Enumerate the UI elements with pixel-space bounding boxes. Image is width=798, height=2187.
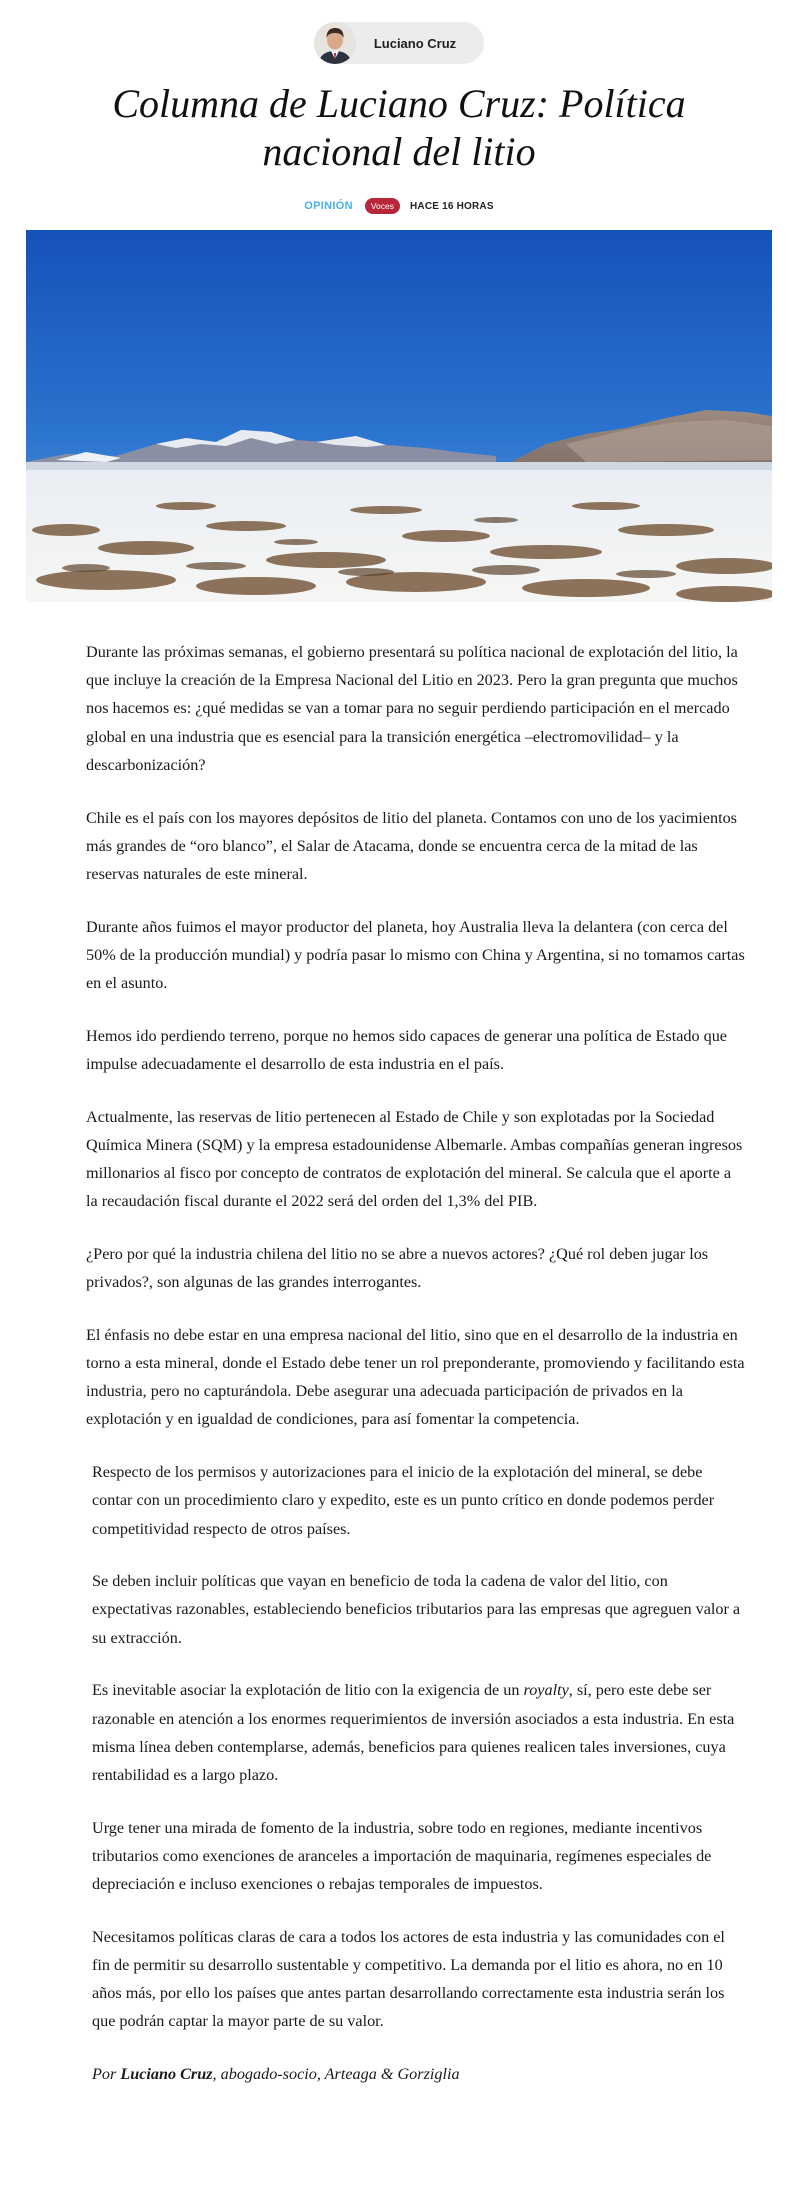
paragraph-2: Chile es el país con los mayores depósitos de litio del planeta. Contamos con uno de los yacimientos más grandes de “oro blanco”, el Salar de Atacama, donde se encuentra cerca de la mitad de las reservas naturales de este mineral. xyxy=(86,808,737,883)
signature-prefix: Por xyxy=(92,2065,121,2084)
salt-flat-landscape-image xyxy=(26,230,772,602)
page-title: Columna de Luciano Cruz: Política nacional del litio xyxy=(112,81,686,174)
article-body xyxy=(86,638,746,2088)
author-name[interactable]: Luciano Cruz xyxy=(373,35,457,51)
paragraph-12: Necesitamos políticas claras de cara a todos los actores de esta industria y las comunidades con el fin de permitir su desarrollo sustentable y competitivo. La demanda por el litio es ahora, no en 10 años más, por ello los países que antes partan desarrollando correctamente esta industria serán los que podrán captar la mayor parte de su valor. xyxy=(92,1927,725,2031)
paragraph-8: Respecto de los permisos y autorizaciones para el inicio de la explotación del mineral, se debe contar con un procedimiento claro y expedito, este es un punto crítico en donde podemos perder competitividad respecto de otros países. xyxy=(92,1463,715,1538)
section-link[interactable]: OPINIÓN xyxy=(304,200,353,212)
paragraph-3: Durante años fuimos el mayor productor del planeta, hoy Australia lleva la delantera (con cerca del 50% de la producción mundial) y podría pasar lo mismo con China y Argentina, si no tomamos cartas en el asunto. xyxy=(86,917,745,993)
paragraph-11: Urge tener una mirada de fomento de la industria, sobre todo en regiones, mediante incentivos tributarios como exenciones de aranceles a importación de maquinaria, regímenes especiales de depreciación e incluso exenciones o rebajas temporales de impuestos. xyxy=(92,1818,712,1894)
author-chip-wrapper xyxy=(0,0,798,64)
signature-suffix: , abogado-socio, Arteaga & Gorziglia xyxy=(212,2065,460,2084)
paragraph-5: Actualmente, las reservas de litio pertenecen al Estado de Chile y son explotadas por la Sociedad Química Minera (SQM) y la empresa estadounidense Albemarle. Ambas compañías generan ingresos millonarios al fisco por concepto de contratos de explotación del mineral. Se calcula que el aporte a la recaudación fiscal durante el 2022 será del orden del 1,3% del PIB. xyxy=(86,1107,743,1211)
author-portrait-icon xyxy=(314,22,356,64)
paragraph-1: Durante las próximas semanas, el gobierno presentará su política nacional de explotación del litio, la que incluye la creación de la Empresa Nacional del Litio en 2023. Pero la gran pregunta que muchos nos hacemos es: ¿qué medidas se van a tomar para no seguir perdiendo participación en el mercado global en una industria que es esencial para la transición energética –electromovilidad– y la descarbonización? xyxy=(86,643,738,774)
timestamp: HACE 16 HORAS xyxy=(409,200,494,212)
paragraph-7: El énfasis no debe estar en una empresa nacional del litio, sino que en el desarrollo de la industria en torno a esta mineral, donde el Estado debe tener un rol preponderante, promoviendo y facilitando esta industria, pero no capturándola. Debe asegurar una adecuada participación de privados en la explotación y en igualdad de condiciones, para así fomentar la competencia. xyxy=(86,1325,745,1429)
signature-author-name: Luciano Cruz xyxy=(120,2065,213,2084)
author-signature xyxy=(86,2060,742,2088)
author-chip[interactable] xyxy=(314,22,484,64)
paragraph-10 xyxy=(86,1676,742,1789)
paragraph-10-start: Es inevitable asociar la explotación de litio con la exigencia de un xyxy=(92,1681,524,1700)
paragraph-9: Se deben incluir políticas que vayan en beneficio de toda la cadena de valor del litio, con expectativas razonables, estableciendo beneficios tributarios para las empresas que agreguen valor a su extracción. xyxy=(92,1572,741,1647)
hero-image xyxy=(26,230,772,602)
paragraph-4: Hemos ido perdiendo terreno, porque no hemos sido capaces de generar una política de Estado que impulse adecuadamente el desarrollo de esta industria en el país. xyxy=(86,1026,727,1073)
avatar[interactable] xyxy=(314,22,356,64)
paragraph-6: ¿Pero por qué la industria chilena del litio no se abre a nuevos actores? ¿Qué rol deben jugar los privados?, son algunas de las grandes interrogantes. xyxy=(86,1244,709,1292)
paragraph-10-emphasis: royalty xyxy=(523,1681,569,1700)
article-meta xyxy=(0,198,798,214)
voces-badge[interactable]: Voces xyxy=(365,198,400,214)
paragraph-10-end: , sí, pero este debe ser razonable en atención a los enormes requerimientos de inversión asociados a esta industria. En esta misma línea deben contemplarse, además, beneficios para quienes realicen tales inversiones, cuya rentabilidad es a largo plazo. xyxy=(92,1681,735,1784)
